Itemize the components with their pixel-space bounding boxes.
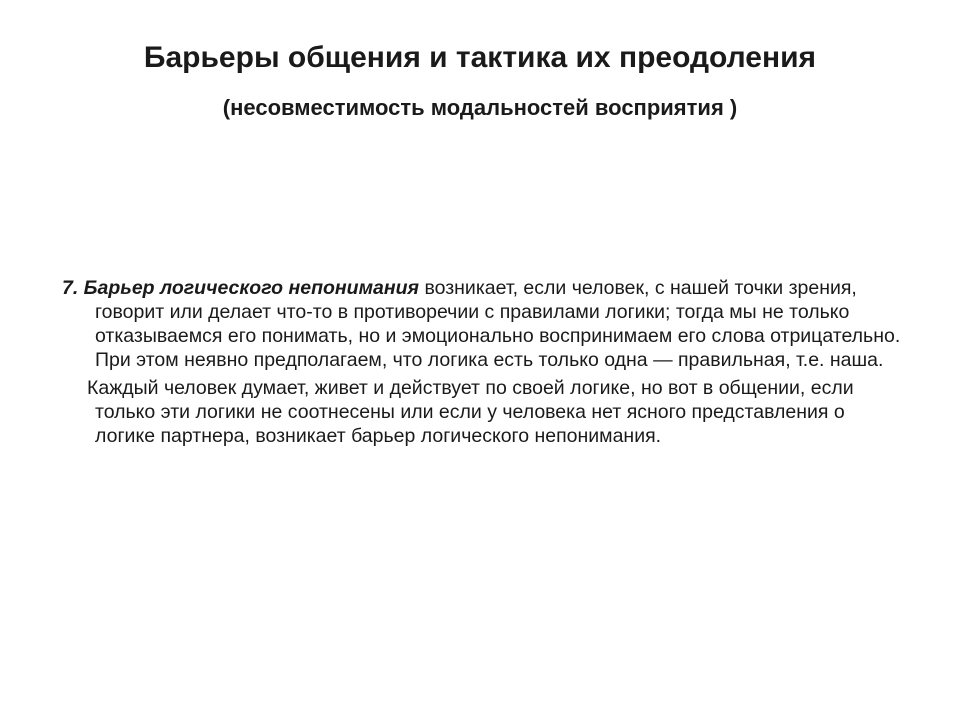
paragraph-1-text: возникает, если человек, с нашей точки зрения, говорит или делает что-то в противоречии с правилами логики; тогда мы не только отказываемся его понимать, но и эмоционально воспринимаем его слова отрицательно. При этом неявно предполагаем, что логика есть только одна — правильная, т.е. наша. [95, 277, 901, 371]
paragraph-2: Каждый человек думает, живет и действует по своей логике, но вот в общении, если только эти логики не соотнесены или если у человека нет ясного представления о логике партнера, возникает барьер логического непонимания. [87, 377, 854, 447]
slide-subtitle: (несовместимость модальностей восприятия ) [222, 95, 738, 120]
slide-body [62, 276, 907, 448]
paragraph-1 [62, 276, 907, 372]
paragraph-1-lead: 7. Барьер логического непонимания [62, 277, 420, 299]
slide-title: Барьеры общения и тактика их преодоления [143, 41, 817, 74]
